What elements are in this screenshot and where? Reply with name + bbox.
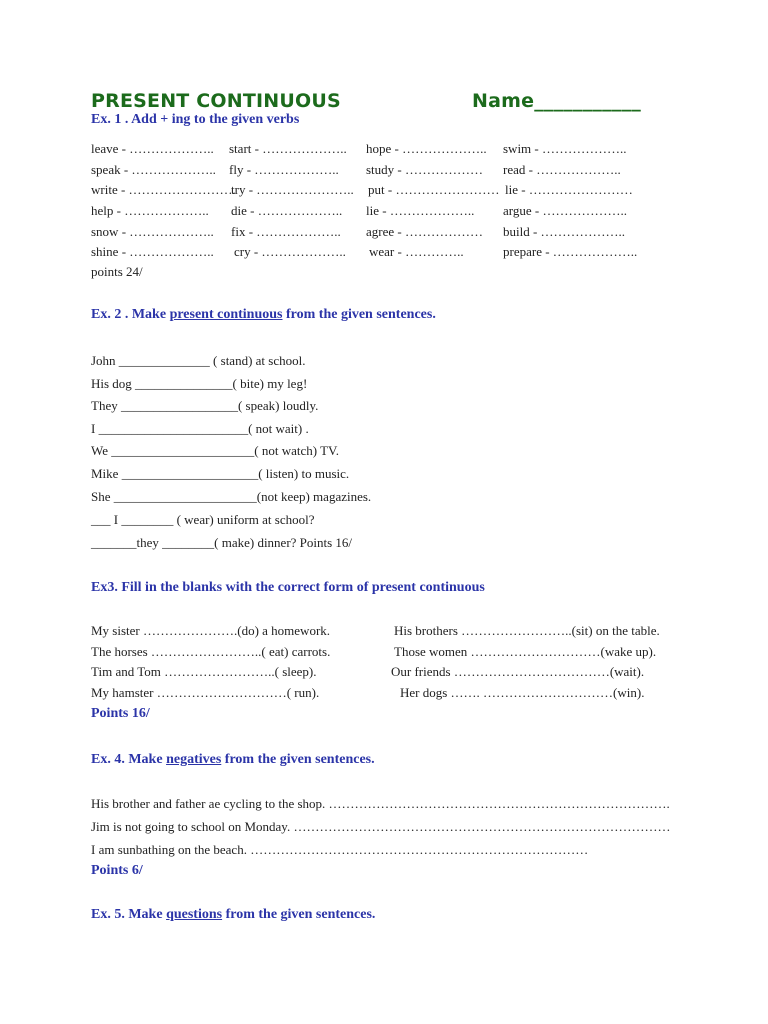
verb-item: try - …………………..: [231, 182, 354, 197]
verb-item: prepare - ………………..: [503, 244, 638, 259]
exercise-line: My hamster …………………………( run).: [91, 685, 320, 700]
exercise-line: His brother and father ae cycling to the shop. …………………………………………………………………….: [91, 796, 670, 811]
verb-item: argue - ………………..: [503, 203, 627, 218]
verb-item: die - ………………..: [231, 203, 343, 218]
heading-text: Ex. 5. Make: [91, 907, 167, 922]
exercise-line: I _______________________( not wait) .: [91, 421, 309, 436]
exercise-line: I am sunbathing on the beach. ……………………………………………………………………: [91, 842, 589, 857]
exercise-line: Jim is not going to school on Monday. ……………………………………………………………………………: [91, 819, 671, 834]
heading-text: from the given sentences.: [282, 307, 436, 322]
name-field-label: Name___________: [472, 90, 641, 112]
exercise-line: His dog _______________( bite) my leg!: [91, 376, 308, 391]
exercise-line: The horses ……………………..( eat) carrots.: [91, 644, 331, 659]
verb-item: lie - ……………………: [505, 182, 633, 197]
exercise-line: Our friends ………………………………(wait).: [391, 664, 645, 679]
verb-item: cry - ………………..: [234, 244, 346, 259]
heading-text: from the given sentences.: [221, 752, 375, 767]
verb-item: agree - ………………: [366, 224, 483, 239]
exercise-line: ___ I ________ ( wear) uniform at school?: [91, 512, 315, 527]
verb-item: wear - …………..: [369, 244, 464, 259]
page-title: PRESENT CONTINUOUS: [91, 90, 341, 112]
verb-item: speak - ………………..: [91, 162, 216, 177]
exercise-line: Those women …………………………(wake up).: [394, 644, 657, 659]
exercise-1-heading: Ex. 1 . Add + ing to the given verbs: [91, 112, 300, 127]
exercise-line: John ______________ ( stand) at school.: [91, 353, 306, 368]
exercise-line: Mike _____________________( listen) to music.: [91, 466, 350, 481]
verb-item: swim - ………………..: [503, 141, 627, 156]
verb-item: lie - ………………..: [366, 203, 475, 218]
exercise-2-heading: [91, 307, 436, 323]
exercise-5-heading: [91, 907, 375, 923]
heading-underlined: questions: [166, 907, 223, 922]
exercise-line: Tim and Tom ……………………..( sleep).: [91, 664, 317, 679]
heading-underlined: negatives: [166, 752, 222, 767]
verb-item: read - ………………..: [503, 162, 621, 177]
exercise-4-points: Points 6/: [91, 863, 143, 878]
exercise-line: _______they ________( make) dinner? Points 16/: [91, 535, 353, 550]
verb-item: fix - ………………..: [231, 224, 341, 239]
heading-text: from the given sentences.: [222, 907, 376, 922]
exercise-line: His brothers ……………………..(sit) on the table.: [394, 623, 660, 638]
exercise-1-points: points 24/: [91, 264, 143, 279]
verb-item: help - ………………..: [91, 203, 209, 218]
exercise-4-heading: [91, 752, 375, 768]
exercise-line: She ______________________(not keep) magazines.: [91, 489, 372, 504]
heading-text: Ex. 4. Make: [91, 752, 167, 767]
verb-item: fly - ………………..: [229, 162, 339, 177]
verb-item: start - ………………..: [229, 141, 347, 156]
verb-item: build - ………………..: [503, 224, 626, 239]
verb-item: snow - ………………..: [91, 224, 214, 239]
verb-item: put - ……………………: [368, 182, 500, 197]
exercise-3-points: Points 16/: [91, 706, 150, 721]
exercise-line: They __________________( speak) loudly.: [91, 398, 319, 413]
verb-item: study - ………………: [366, 162, 483, 177]
verb-item: write - …………………….: [91, 182, 236, 197]
verb-item: leave - ………………..: [91, 141, 214, 156]
heading-underlined: present continuous: [169, 307, 283, 322]
heading-text: Ex. 2 . Make: [91, 307, 170, 322]
exercise-line: My sister ………………….(do) a homework.: [91, 623, 331, 638]
exercise-line: We ______________________( not watch) TV.: [91, 443, 339, 458]
verb-item: shine - ………………..: [91, 244, 214, 259]
exercise-3-heading: Ex3. Fill in the blanks with the correct form of present continuous: [91, 580, 485, 595]
verb-item: hope - ………………..: [366, 141, 487, 156]
exercise-line: Her dogs ……. …………………………(win).: [400, 685, 645, 700]
